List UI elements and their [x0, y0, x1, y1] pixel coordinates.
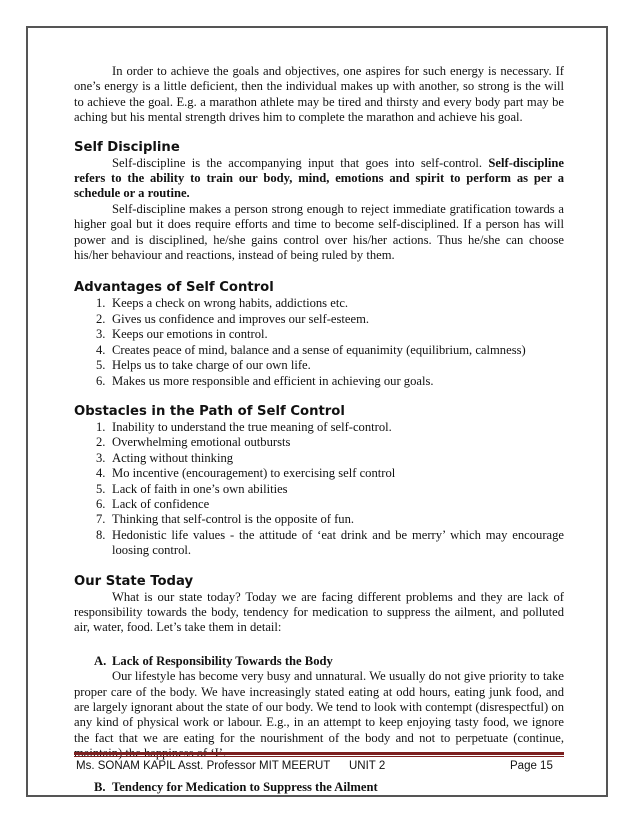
list-number: 3.: [96, 450, 106, 465]
list-item: [74, 451, 564, 466]
footer-rule: [74, 752, 564, 755]
list-item: [74, 374, 564, 389]
list-number: 1.: [96, 296, 106, 311]
subheading-title: Lack of Responsibility Towards the Body: [112, 653, 333, 668]
list-item-text: Mo incentive (encouragement) to exercising self control: [112, 466, 396, 481]
list-item-text: Lack of faith in one’s own abilities: [112, 481, 288, 496]
list-item: [74, 358, 564, 373]
list-item: [74, 512, 564, 527]
list-item-text: Acting without thinking: [112, 450, 234, 465]
list-item: [74, 343, 564, 358]
subheading-letter: B.: [94, 779, 106, 794]
self-discipline-paragraph-2: Self-discipline makes a person strong enough to reject immediate gratification towards a higher goal but it does require efforts and time to become self-disciplined. If a person has will power and is disciplined, he/she gains control over his/her actions. Thus he/she can choose his/her behaviour and reactions, instead of being ruled by them.: [74, 201, 564, 263]
heading-advantages: Advantages of Self Control: [74, 280, 274, 296]
list-number: 4.: [96, 342, 106, 357]
subheading-letter: A.: [94, 653, 107, 668]
list-number: 1.: [96, 419, 106, 434]
heading-state-today: Our State Today: [74, 573, 194, 589]
advantages-list: [74, 296, 564, 388]
list-number: 2.: [96, 311, 106, 326]
page-content: [74, 64, 564, 795]
lack-of-responsibility-paragraph: Our lifestyle has become very busy and unnatural. We usually do not give priority to take proper care of the body. We have increasingly stated eating at odd hours, eating junk food, and are largely ignorant about the state of our body. We tend to look with contempt (disrespectful) on any kind of physical work or labour. E.g., in an attempt to keep enjoying tasty food, we ignore the fact that we are eating for the nourishment of the body and not to perpetuate (continue,: [74, 669, 564, 745]
list-item-text: Gives us confidence and improves our self-esteem.: [112, 311, 370, 326]
list-number: 8.: [96, 527, 106, 542]
self-discipline-text: Self-discipline is the accompanying input that goes into self-control.: [112, 155, 489, 170]
list-item-text: Thinking that self-control is the opposite of fun.: [112, 512, 355, 527]
list-item: [74, 296, 564, 311]
subheading-title: Tendency for Medication to Suppress the Ailment: [112, 779, 378, 794]
list-number: 5.: [96, 481, 106, 496]
list-item-text: Keeps our emotions in control.: [112, 327, 268, 342]
list-item: [74, 466, 564, 481]
subheading-lack-of-responsibility: [74, 654, 564, 669]
footer-unit: UNIT 2: [349, 760, 386, 772]
list-item: [74, 482, 564, 497]
self-discipline-paragraph-1: [74, 156, 564, 202]
list-item-text: Helps us to take charge of our own life.: [112, 358, 311, 373]
list-number: 6.: [96, 373, 106, 388]
list-number: 7.: [96, 512, 106, 527]
footer-rule-thin: [74, 756, 564, 757]
list-number: 6.: [96, 496, 106, 511]
state-today-paragraph: What is our state today? Today we are facing different problems and they are lack of responsibility towards the body, tendency for medication to suppress the ailment, and polluted air, water, food. Let’s take them in detail:: [74, 589, 564, 635]
list-item-text: Creates peace of mind, balance and a sense of equanimity (equilibrium, calmness): [112, 342, 526, 357]
list-item: [74, 528, 564, 559]
list-item: [74, 435, 564, 450]
footer-author: Ms. SONAM KAPIL Asst. Professor MIT MEERUT: [76, 760, 331, 772]
list-item: [74, 312, 564, 327]
list-number: 5.: [96, 358, 106, 373]
subheading-tendency-for-medication: [74, 780, 564, 795]
obstacles-list: [74, 420, 564, 559]
list-item: [74, 420, 564, 435]
list-item-text: Inability to understand the true meaning of self-control.: [112, 419, 392, 434]
footer-page-number: Page 15: [510, 760, 553, 772]
list-number: 3.: [96, 327, 106, 342]
list-item-text: Overwhelming emotional outbursts: [112, 435, 291, 450]
list-item: [74, 327, 564, 342]
heading-self-discipline: Self Discipline: [74, 139, 180, 155]
heading-obstacles: Obstacles in the Path of Self Control: [74, 403, 345, 419]
intro-paragraph: In order to achieve the goals and objectives, one aspires for such energy is necessary. If one’s energy is a little deficient, then the individual makes up with another, so strong is the will to achieve the goal. E.g. a marathon athlete may be tired and thirsty and every body part may be aching but his mental strength drives him to complete the marathon and achieve his goal.: [74, 64, 564, 125]
list-item-text: Makes us more responsible and efficient in achieving our goals.: [112, 373, 434, 388]
self-discipline-definition: Self-discipline refers to the ability to train our body, mind, emotions and spirit to perform as per a schedule or a routine.: [74, 155, 564, 201]
list-item-text: Hedonistic life values - the attitude of ‘eat drink and be merry’ which may encourage loosing control.: [112, 527, 564, 558]
list-item-text: Keeps a check on wrong habits, addictions etc.: [112, 296, 349, 311]
list-item: [74, 497, 564, 512]
list-number: 2.: [96, 435, 106, 450]
list-item-text: Lack of confidence: [112, 496, 210, 511]
list-number: 4.: [96, 466, 106, 481]
